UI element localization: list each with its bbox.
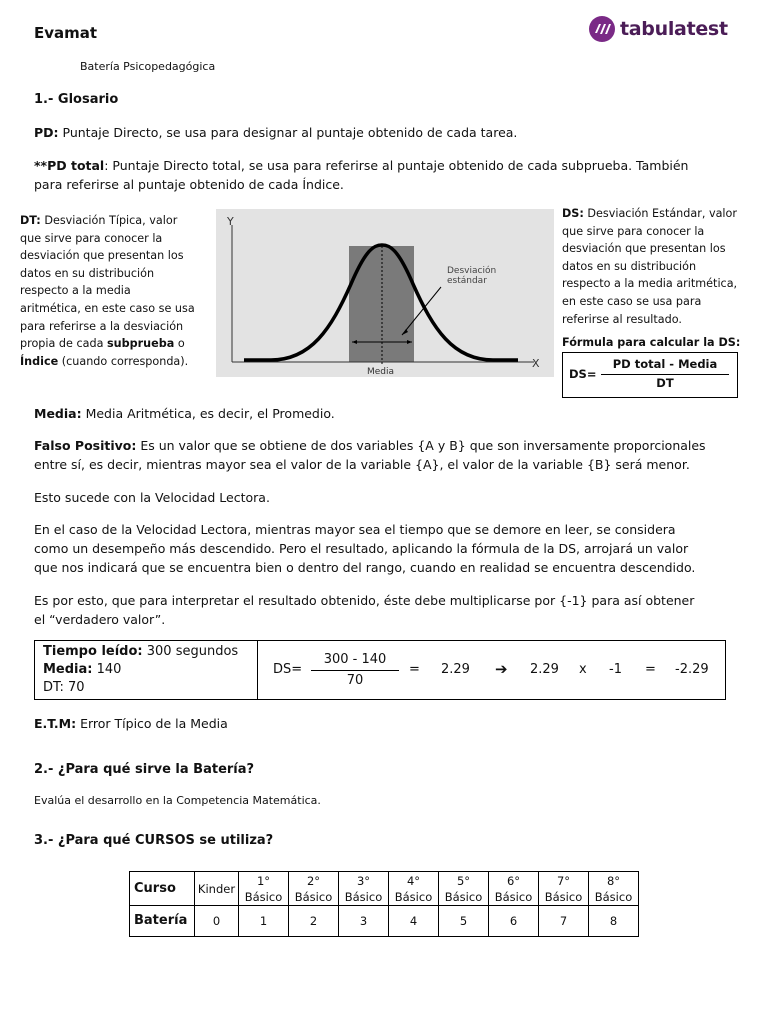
etm-definition [34, 714, 228, 733]
curso-cell: 4° Básico [389, 872, 439, 906]
ds-line: respecto a la media aritmética, [562, 277, 738, 291]
example-final: -2.29 [675, 662, 709, 677]
pdtotal-term: **PD total [34, 158, 105, 173]
document-title: Evamat [34, 24, 98, 42]
falso-positivo-line1: Es un valor que se obtiene de dos variables {A y B} que son inversamente proporcionales [136, 438, 706, 453]
annotation-line1: Desviación [447, 266, 497, 276]
section2-text: Evalúa el desarrollo en la Competencia Matemática. [34, 794, 321, 807]
dt-line: desviación que presentan los [20, 249, 184, 263]
formula-title: Fórmula para calcular la DS: [562, 336, 741, 349]
bateria-cell: 6 [489, 906, 539, 937]
tiempo-label: Tiempo leído: [43, 644, 143, 659]
example-equals: = [409, 662, 420, 677]
curso-cell: 5° Básico [439, 872, 489, 906]
caso-line: En el caso de la Velocidad Lectora, mientras mayor sea el tiempo que se demore en leer, se considera [34, 522, 676, 537]
dt-line: propia de cada [20, 337, 107, 351]
ds-line: Desviación Estándar, valor [583, 207, 737, 220]
logo-text: tabulatest [620, 18, 728, 40]
y-axis-label: Y [227, 215, 234, 228]
falso-positivo-term: Falso Positivo: [34, 438, 137, 453]
curso-cell: 2° Básico [289, 872, 339, 906]
pdtotal-text-line2: para referirse al puntaje obtenido de cada Índice. [34, 177, 344, 192]
example-ds-lhs: DS= [273, 662, 303, 677]
formula-box [562, 352, 738, 398]
section2-heading: 2.- ¿Para qué sirve la Batería? [34, 762, 255, 777]
curso-cell: 1° Básico [239, 872, 289, 906]
example-negative-one: -1 [609, 662, 622, 677]
bell-curve-figure [216, 209, 554, 377]
media-label: Media: [43, 662, 93, 677]
caso-line: como un desempeño más descendido. Pero el resultado, aplicando la fórmula de la DS, arrojará un valor [34, 541, 689, 556]
dt-line: aritmética, en este caso se usa [20, 301, 195, 315]
bateria-cell: 4 [389, 906, 439, 937]
bateria-cell: 8 [589, 906, 639, 937]
formula-numerator: PD total - Media [612, 357, 718, 371]
curso-row-label: Curso [130, 872, 195, 906]
pdtotal-definition [34, 156, 744, 194]
glosario-heading: 1.- Glosario [34, 92, 119, 107]
dt-value: DT: 70 [43, 680, 85, 695]
formula-lhs: DS= [569, 367, 597, 381]
curso-cell: 8° Básico [589, 872, 639, 906]
dt-subprueba: subprueba [106, 337, 175, 351]
caso-paragraph [34, 520, 746, 577]
bateria-cell: 1 [239, 906, 289, 937]
annotation-line2: estándar [447, 276, 487, 286]
dt-line: respecto a la media [20, 284, 131, 298]
logo-mark-icon [588, 15, 616, 43]
example-result-2: 2.29 [530, 662, 559, 677]
example-result: 2.29 [441, 662, 470, 677]
ds-line: en este caso se usa para [562, 294, 702, 308]
caso-line: que nos indicará que se encuentra bien o dentro del rango, cuando en realidad se encuentra descendido. [34, 560, 696, 575]
cursos-table [129, 871, 639, 937]
bateria-cell: 3 [339, 906, 389, 937]
dt-line: que sirve para conocer la [20, 231, 163, 245]
pd-text: Puntaje Directo, se usa para designar al puntaje obtenido de cada tarea. [58, 125, 518, 140]
section3-heading: 3.- ¿Para qué CURSOS se utiliza? [34, 833, 274, 848]
curso-cell: 7° Básico [539, 872, 589, 906]
dt-line: datos en su distribución [20, 266, 155, 280]
media-text: Media Aritmética, es decir, el Promedio. [81, 406, 335, 421]
tiempo-value: 300 segundos [142, 644, 239, 659]
dt-line: o [174, 337, 185, 351]
etm-text: Error Típico de la Media [76, 716, 228, 731]
x-axis-label: X [532, 357, 540, 370]
bateria-cell: 2 [289, 906, 339, 937]
velocidad-text: Esto sucede con la Velocidad Lectora. [34, 490, 270, 505]
mean-label: Media [367, 367, 395, 377]
example-fraction-bar [311, 670, 399, 671]
example-inputs [35, 641, 258, 699]
dt-line: para referirse a la desviación [20, 319, 184, 333]
ds-line: datos en su distribución [562, 259, 697, 273]
curso-cell: Kinder [195, 872, 239, 906]
ds-line: referirse al resultado. [562, 312, 682, 326]
bateria-cell: 5 [439, 906, 489, 937]
arrow-icon: ➔ [495, 660, 508, 678]
ds-line: desviación que presentan los [562, 242, 726, 256]
document-subtitle: Batería Psicopedagógica [80, 60, 216, 73]
dt-indice: Índice [20, 354, 59, 368]
ds-term: DS: [562, 207, 584, 220]
falso-positivo-definition [34, 436, 746, 474]
interpretar-line: Es por esto, que para interpretar el resultado obtenido, éste debe multiplicarse por {-1} para así obtener [34, 593, 695, 608]
dt-definition [20, 212, 216, 370]
etm-term: E.T.M: [34, 716, 77, 731]
bateria-cell: 7 [539, 906, 589, 937]
bell-curve-svg [216, 209, 554, 377]
curso-cell: 6° Básico [489, 872, 539, 906]
example-box [34, 640, 726, 700]
curso-cell: 3° Básico [339, 872, 389, 906]
ds-definition [562, 205, 762, 328]
ds-line: que sirve para conocer la [562, 224, 705, 238]
example-times: x [579, 662, 587, 677]
falso-positivo-line2: entre sí, es decir, mientras mayor sea el valor de la variable {A}, el valor de la variable {B} será menor. [34, 457, 690, 472]
interpretar-paragraph [34, 591, 746, 629]
example-equals-2: = [645, 662, 656, 677]
bateria-row-label: Batería [130, 906, 195, 937]
formula-denominator: DT [656, 376, 674, 390]
dt-term: DT: [20, 214, 41, 227]
bateria-cell: 0 [195, 906, 239, 937]
interpretar-line: el “verdadero valor”. [34, 612, 166, 627]
media-term: Media: [34, 406, 82, 421]
formula-fraction-bar [601, 374, 729, 375]
pdtotal-text-line1: : Puntaje Directo total, se usa para referirse al puntaje obtenido de cada subprueba. También [104, 158, 689, 173]
dt-line: Desviación Típica, valor [40, 214, 178, 227]
table-row [130, 906, 639, 937]
pd-definition [34, 123, 734, 142]
brand-logo [588, 14, 728, 44]
table-row [130, 872, 639, 906]
media-definition [34, 404, 335, 423]
media-value: 140 [92, 662, 122, 677]
pd-term: PD: [34, 125, 59, 140]
dt-line: (cuando corresponda). [58, 354, 189, 368]
example-numerator: 300 - 140 [323, 652, 387, 667]
example-denominator: 70 [346, 673, 364, 688]
